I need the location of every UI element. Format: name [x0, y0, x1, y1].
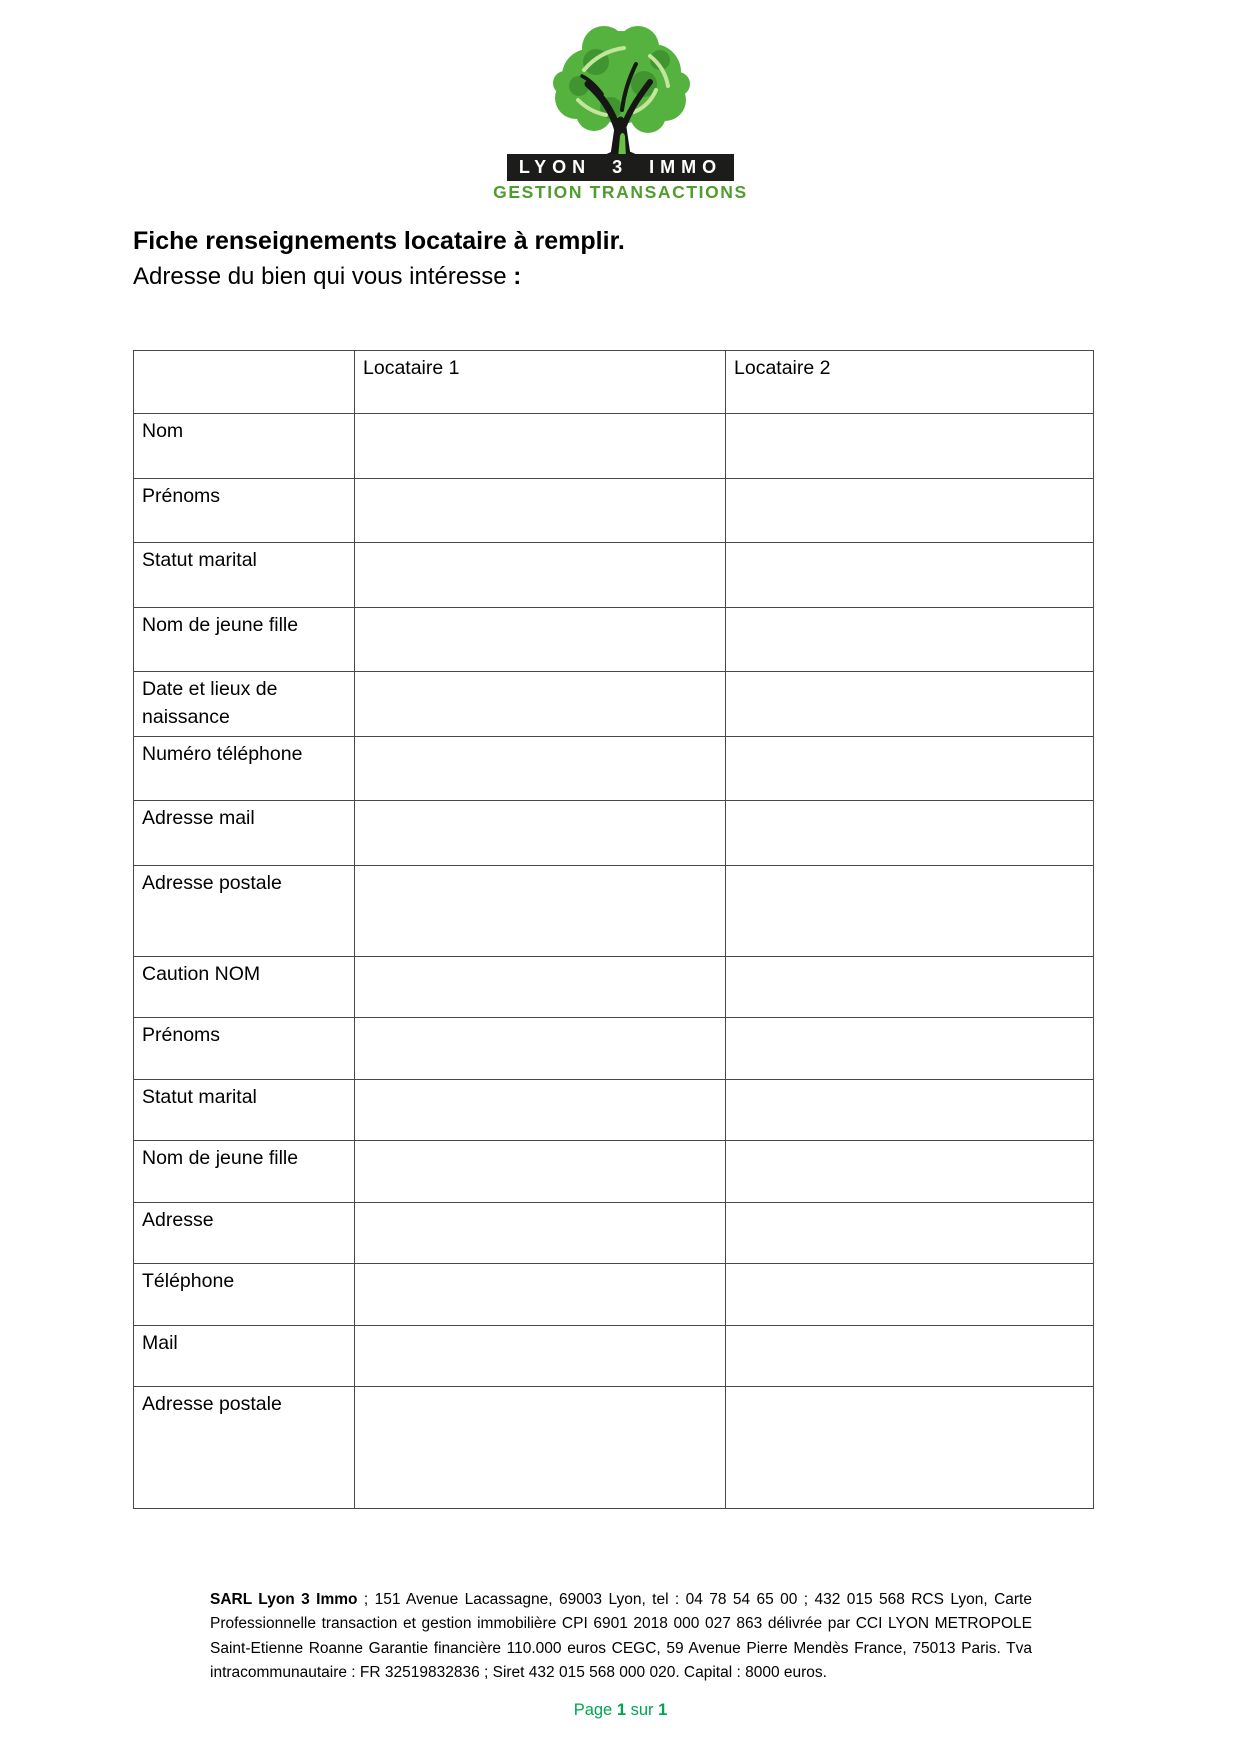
cell-locataire1[interactable] — [355, 736, 726, 801]
cell-locataire1[interactable] — [355, 1141, 726, 1203]
cell-locataire2[interactable] — [726, 865, 1094, 956]
subtitle-text: Adresse du bien qui vous intéresse — [133, 263, 507, 290]
cell-locataire1[interactable] — [355, 1264, 726, 1326]
row-label: Caution NOM — [134, 956, 355, 1018]
cell-locataire1[interactable] — [355, 1325, 726, 1387]
row-label: Adresse postale — [134, 865, 355, 956]
cell-locataire1[interactable] — [355, 1387, 726, 1509]
cell-locataire1[interactable] — [355, 478, 726, 543]
row-label: Mail — [134, 1325, 355, 1387]
row-label: Adresse — [134, 1202, 355, 1264]
page-number-footer — [0, 1701, 1241, 1720]
tenant-info-table — [133, 350, 1094, 1509]
cell-locataire2[interactable] — [726, 1141, 1094, 1203]
table-row — [134, 672, 1094, 737]
table-row — [134, 736, 1094, 801]
cell-locataire1[interactable] — [355, 865, 726, 956]
legal-company-name: SARL Lyon 3 Immo — [210, 1591, 358, 1608]
cell-locataire2[interactable] — [726, 1079, 1094, 1141]
table-row — [134, 1202, 1094, 1264]
cell-locataire2[interactable] — [726, 414, 1094, 479]
subtitle-colon: : — [506, 263, 522, 290]
title-block — [133, 226, 1093, 292]
row-label: Adresse postale — [134, 1387, 355, 1509]
cell-locataire2[interactable] — [726, 672, 1094, 737]
cell-locataire2[interactable] — [726, 1325, 1094, 1387]
legal-footer — [210, 1588, 1032, 1685]
row-label: Statut marital — [134, 543, 355, 608]
page-total: 1 — [658, 1701, 668, 1719]
logo-tagline: GESTION TRANSACTIONS — [493, 182, 748, 202]
cell-locataire1[interactable] — [355, 1202, 726, 1264]
row-label: Date et lieux de naissance — [134, 672, 355, 737]
table-row — [134, 543, 1094, 608]
cell-locataire1[interactable] — [355, 956, 726, 1018]
cell-locataire1[interactable] — [355, 1018, 726, 1080]
row-label: Numéro téléphone — [134, 736, 355, 801]
cell-locataire1[interactable] — [355, 414, 726, 479]
row-label: Prénoms — [134, 1018, 355, 1080]
cell-locataire1[interactable] — [355, 801, 726, 866]
table-row — [134, 1018, 1094, 1080]
company-logo — [0, 20, 1241, 202]
page-separator: sur — [630, 1701, 654, 1719]
row-label: Nom — [134, 414, 355, 479]
table-row — [134, 1264, 1094, 1326]
page-label: Page — [573, 1701, 613, 1719]
table-row — [134, 801, 1094, 866]
row-label: Statut marital — [134, 1079, 355, 1141]
table-row — [134, 1325, 1094, 1387]
cell-locataire2[interactable] — [726, 801, 1094, 866]
header-locataire1: Locataire 1 — [355, 351, 726, 414]
table-row — [134, 1079, 1094, 1141]
page-subtitle — [133, 263, 1093, 292]
page-title: Fiche renseignements locataire à remplir. — [133, 227, 625, 255]
row-label: Nom de jeune fille — [134, 607, 355, 672]
table-row — [134, 414, 1094, 479]
table-row — [134, 607, 1094, 672]
cell-locataire1[interactable] — [355, 672, 726, 737]
cell-locataire2[interactable] — [726, 1387, 1094, 1509]
cell-locataire2[interactable] — [726, 478, 1094, 543]
cell-locataire2[interactable] — [726, 1264, 1094, 1326]
cell-locataire2[interactable] — [726, 736, 1094, 801]
header-locataire2: Locataire 2 — [726, 351, 1094, 414]
table-row — [134, 1141, 1094, 1203]
table-row — [134, 1387, 1094, 1509]
row-label: Prénoms — [134, 478, 355, 543]
row-label: Nom de jeune fille — [134, 1141, 355, 1203]
table-row — [134, 865, 1094, 956]
row-label: Téléphone — [134, 1264, 355, 1326]
cell-locataire2[interactable] — [726, 607, 1094, 672]
cell-locataire2[interactable] — [726, 543, 1094, 608]
table-row — [134, 478, 1094, 543]
cell-locataire1[interactable] — [355, 1079, 726, 1141]
cell-locataire2[interactable] — [726, 956, 1094, 1018]
logo-banner: LYON 3 IMMO — [507, 154, 734, 181]
cell-locataire2[interactable] — [726, 1018, 1094, 1080]
row-label: Adresse mail — [134, 801, 355, 866]
cell-locataire1[interactable] — [355, 543, 726, 608]
tree-icon — [532, 20, 710, 158]
header-empty-cell — [134, 351, 355, 414]
table-header-row — [134, 351, 1094, 414]
cell-locataire2[interactable] — [726, 1202, 1094, 1264]
cell-locataire1[interactable] — [355, 607, 726, 672]
page-current: 1 — [616, 1701, 627, 1719]
table-row — [134, 956, 1094, 1018]
legal-text: ; 151 Avenue Lacassagne, 69003 Lyon, tel : 04 78 54 65 00 ; 432 015 568 RCS Lyon, Carte Professionnelle transaction et gestion immobilière CPI 6901 2018 000 027 863 délivrée par CCI LYON METROPOLE Saint-Etienne Roanne Garantie financière 110.000 euros CEGC, 59 Avenue Pierre Mendès France, 75013 Paris. Tva intracommunautaire : FR 32519832836 ; Siret 432 015 568 000 020. Capital : 8000 euros. — [210, 1591, 1032, 1681]
